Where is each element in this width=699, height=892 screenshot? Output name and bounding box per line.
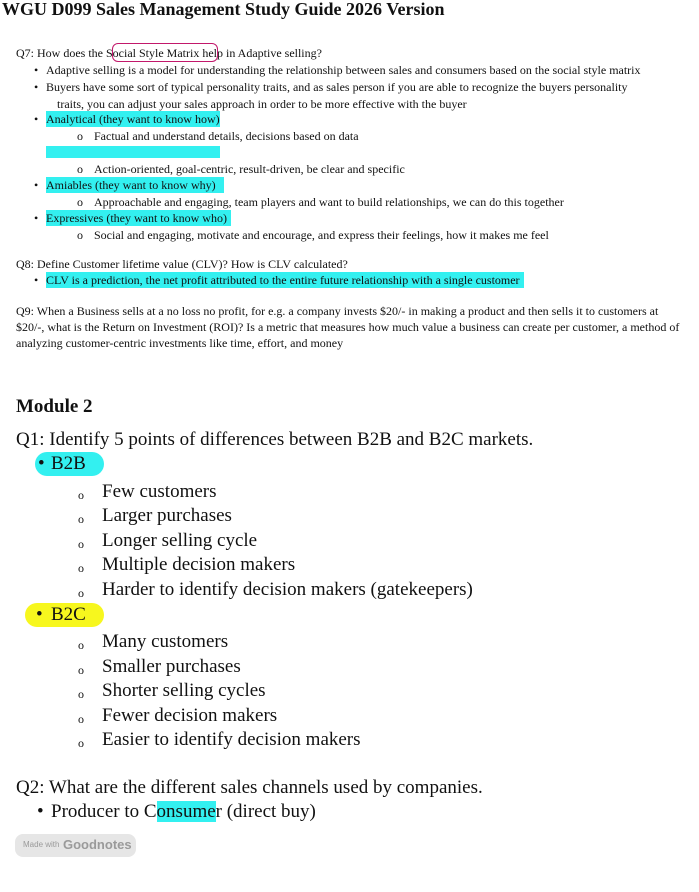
list-item: o Many customers <box>78 631 229 652</box>
list-item-text: Harder to identify decision makers (gatekeepers) <box>102 579 473 600</box>
list-item-text: Many customers <box>102 631 229 652</box>
list-item-text: Fewer decision makers <box>102 705 278 726</box>
style-expressives-text: Social and engaging, motivate and encourage, and express their feelings, how it makes me feel <box>94 228 549 242</box>
b2b-label-text: B2B <box>51 453 86 474</box>
style-amiables-label: • Amiables (they want to know why) <box>46 177 224 193</box>
q8-question: Q8: Define Customer lifetime value (CLV)? How is CLV calculated? <box>16 257 348 271</box>
list-item: o Longer selling cycle <box>78 530 258 551</box>
channel-prefix: Producer to C <box>51 801 157 822</box>
list-item: o Harder to identify decision makers (gatekeepers) <box>78 579 473 600</box>
b2c-label-text: B2C <box>51 604 86 625</box>
q7-bullet-2: • Buyers have some sort of typical personality traits, and as sales person if you are able to recognize the buyers personality <box>46 79 628 95</box>
m2-q1: Q1: Identify 5 points of differences between B2B and B2C markets. <box>16 429 534 450</box>
list-item: o Multiple decision makers <box>78 554 296 575</box>
style-amiables-text: Approachable and engaging, team players and want to build relationships, we can do this together <box>94 195 564 209</box>
list-item-text: Shorter selling cycles <box>102 680 266 701</box>
style-expressives-label: • Expressives (they want to know who) <box>46 210 231 226</box>
channel-highlighted: onsume <box>156 801 216 822</box>
q7-bullet-1: • Adaptive selling is a model for understanding the relationship between sales and consumers based on the social style matrix <box>46 62 641 78</box>
q9-text: Q9: When a Business sells at a no loss no profit, for e.g. a company invests $20/- in making a product and then sells it to customers at $20/-, what is the Return on Investment (ROI)? Is a metric that measures how much value a business can create per customer, a method of analyzing customer-centric investments like time, effort, and money <box>16 304 680 350</box>
list-item: o Few customers <box>78 481 217 502</box>
q7-bullet-2-cont: traits, you can adjust your sales approach in order to be more effective with the buyer <box>57 97 467 111</box>
q7-circled-term: Social Style Matrix <box>106 46 200 60</box>
badge-brand: Goodnotes <box>63 837 132 852</box>
b2c-label: • B2C <box>25 603 104 627</box>
style-analytical-text: Factual and understand details, decisions based on data <box>94 129 359 143</box>
q8-answer: • CLV is a prediction, the net profit attributed to the entire future relationship with a single customer <box>46 272 524 288</box>
style-drivers-text: Action-oriented, goal-centric, result-driven, be clear and specific <box>94 162 405 176</box>
style-amiables-detail: o Approachable and engaging, team players and want to build relationships, we can do this together <box>77 195 564 209</box>
list-item: o Shorter selling cycles <box>78 680 266 701</box>
m2-q2: Q2: What are the different sales channels used by companies. <box>16 777 483 798</box>
q7-question-prefix: Q7: How does the <box>16 46 106 60</box>
list-item: o Smaller purchases <box>78 656 241 677</box>
q7-question-suffix: help in Adaptive selling? <box>199 46 322 60</box>
list-item-text: Longer selling cycle <box>102 530 258 551</box>
list-item-text: Larger purchases <box>102 505 232 526</box>
style-expressives-detail: o Social and engaging, motivate and encourage, and express their feelings, how it makes me feel <box>77 228 549 242</box>
list-item: o Fewer decision makers <box>78 705 278 726</box>
channel-suffix: r (direct buy) <box>215 801 316 822</box>
style-analytical-label: • Analytical (they want to know how) <box>46 111 220 127</box>
channel-item: • Producer to Consumer (direct buy) <box>37 801 316 822</box>
style-drivers-detail: o Action-oriented, goal-centric, result-driven, be clear and specific <box>77 162 405 176</box>
badge-made-with: Made with <box>23 840 60 849</box>
style-drivers-label <box>46 144 208 160</box>
pen-circle-annotation <box>112 43 218 62</box>
goodnotes-badge <box>15 834 136 857</box>
style-analytical-detail: o Factual and understand details, decisions based on data <box>77 129 359 143</box>
list-item-text: Multiple decision makers <box>102 554 296 575</box>
list-item-text: Easier to identify decision makers <box>102 729 361 750</box>
page-title: WGU D099 Sales Management Study Guide 2026 Version <box>2 0 445 19</box>
b2b-label: • B2B <box>35 452 104 476</box>
list-item: o Easier to identify decision makers <box>78 729 361 750</box>
list-item-text: Smaller purchases <box>102 656 241 677</box>
list-item-text: Few customers <box>102 481 217 502</box>
module-heading: Module 2 <box>16 396 93 417</box>
list-item: o Larger purchases <box>78 505 232 526</box>
